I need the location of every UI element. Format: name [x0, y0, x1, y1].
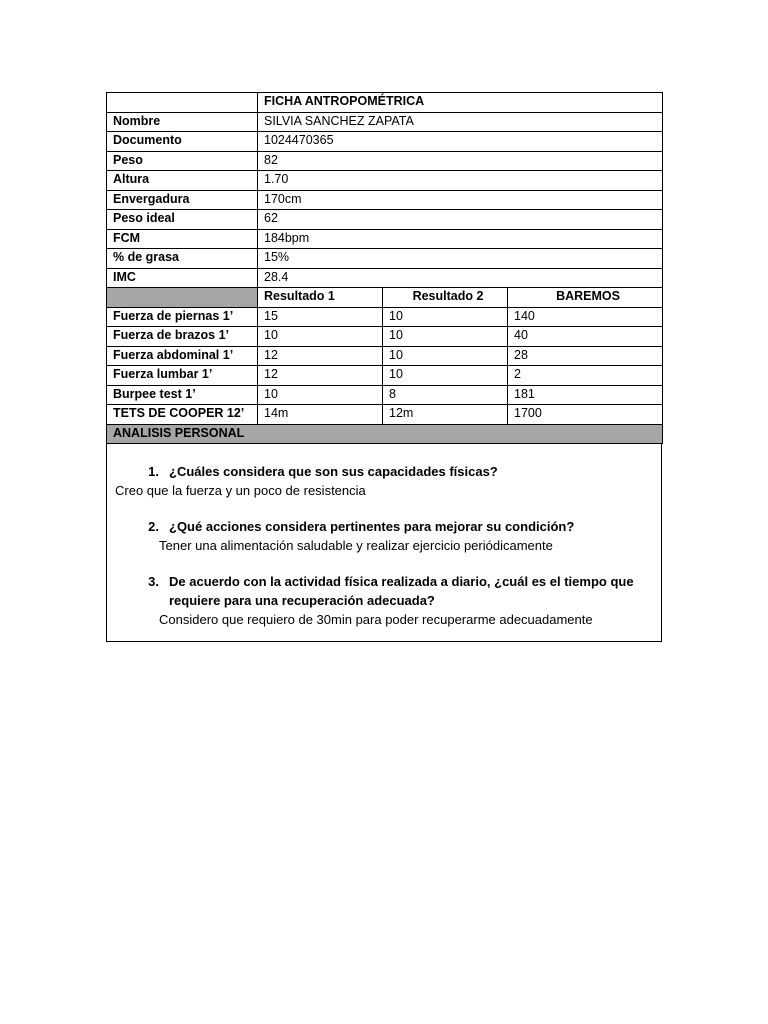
field-value: 170cm [258, 190, 663, 210]
field-value: 1024470365 [258, 132, 663, 152]
field-label: Nombre [107, 112, 258, 132]
field-label: IMC [107, 268, 258, 288]
test-row [107, 405, 663, 425]
test-row [107, 385, 663, 405]
test-result-2: 10 [383, 366, 508, 386]
field-value: 1.70 [258, 171, 663, 191]
analisis-title: ANALISIS PERSONAL [107, 424, 663, 444]
test-result-2: 10 [383, 346, 508, 366]
field-value: 28.4 [258, 268, 663, 288]
test-result-1: 10 [258, 385, 383, 405]
field-value: 15% [258, 249, 663, 269]
field-value: SILVIA SANCHEZ ZAPATA [258, 112, 663, 132]
field-label: Peso ideal [107, 210, 258, 230]
test-label: Fuerza abdominal 1’ [107, 346, 258, 366]
field-label: % de grasa [107, 249, 258, 269]
test-label: TETS DE COOPER 12’ [107, 405, 258, 425]
ficha-sheet [106, 92, 662, 642]
ficha-table [106, 92, 663, 444]
field-row-nombre [107, 112, 663, 132]
results-header-r1: Resultado 1 [258, 288, 383, 308]
test-result-1: 12 [258, 366, 383, 386]
question-text: ¿Qué acciones considera pertinentes para mejorar su condición? [169, 519, 575, 534]
test-result-2: 10 [383, 327, 508, 347]
test-baremo: 28 [508, 346, 663, 366]
answer-3: Considero que requiero de 30min para poder recuperarme adecuadamente [159, 612, 593, 627]
analisis-section [106, 444, 662, 642]
question-number: 1. [148, 464, 159, 479]
question-2 [107, 517, 661, 536]
question-1 [107, 462, 661, 481]
test-label: Fuerza lumbar 1’ [107, 366, 258, 386]
field-label: Documento [107, 132, 258, 152]
test-baremo: 2 [508, 366, 663, 386]
answer-2: Tener una alimentación saludable y realizar ejercicio periódicamente [159, 538, 553, 553]
field-row-fcm [107, 229, 663, 249]
field-row-grasa [107, 249, 663, 269]
test-result-1: 12 [258, 346, 383, 366]
question-text: ¿Cuáles considera que son sus capacidades físicas? [169, 464, 498, 479]
test-baremo: 40 [508, 327, 663, 347]
answer-1: Creo que la fuerza y un poco de resistencia [115, 483, 366, 498]
field-label: Peso [107, 151, 258, 171]
test-baremo: 181 [508, 385, 663, 405]
test-label: Burpee test 1’ [107, 385, 258, 405]
test-result-1: 14m [258, 405, 383, 425]
field-row-altura [107, 171, 663, 191]
field-value: 62 [258, 210, 663, 230]
field-row-peso-ideal [107, 210, 663, 230]
question-number: 2. [148, 519, 159, 534]
title-blank-cell [107, 93, 258, 113]
results-header-blank [107, 288, 258, 308]
test-row [107, 366, 663, 386]
field-label: FCM [107, 229, 258, 249]
test-row [107, 307, 663, 327]
test-label: Fuerza de piernas 1’ [107, 307, 258, 327]
field-label: Altura [107, 171, 258, 191]
ficha-title: FICHA ANTROPOMÉTRICA [258, 93, 663, 113]
test-result-1: 10 [258, 327, 383, 347]
question-text: De acuerdo con la actividad física realizada a diario, ¿cuál es el tiempo que requiere para una recuperación adecuada? [169, 574, 634, 608]
test-row [107, 346, 663, 366]
field-row-documento [107, 132, 663, 152]
title-row [107, 93, 663, 113]
field-row-peso [107, 151, 663, 171]
test-label: Fuerza de brazos 1’ [107, 327, 258, 347]
test-baremo: 140 [508, 307, 663, 327]
field-row-imc [107, 268, 663, 288]
test-result-2: 12m [383, 405, 508, 425]
field-label: Envergadura [107, 190, 258, 210]
analisis-header-row [107, 424, 663, 444]
results-header-r2: Resultado 2 [383, 288, 508, 308]
test-row [107, 327, 663, 347]
test-result-2: 8 [383, 385, 508, 405]
test-result-1: 15 [258, 307, 383, 327]
question-number: 3. [148, 574, 159, 589]
question-3 [107, 572, 661, 610]
test-result-2: 10 [383, 307, 508, 327]
test-baremo: 1700 [508, 405, 663, 425]
field-value: 82 [258, 151, 663, 171]
field-value: 184bpm [258, 229, 663, 249]
results-header-row [107, 288, 663, 308]
results-header-baremos: BAREMOS [508, 288, 663, 308]
field-row-envergadura [107, 190, 663, 210]
